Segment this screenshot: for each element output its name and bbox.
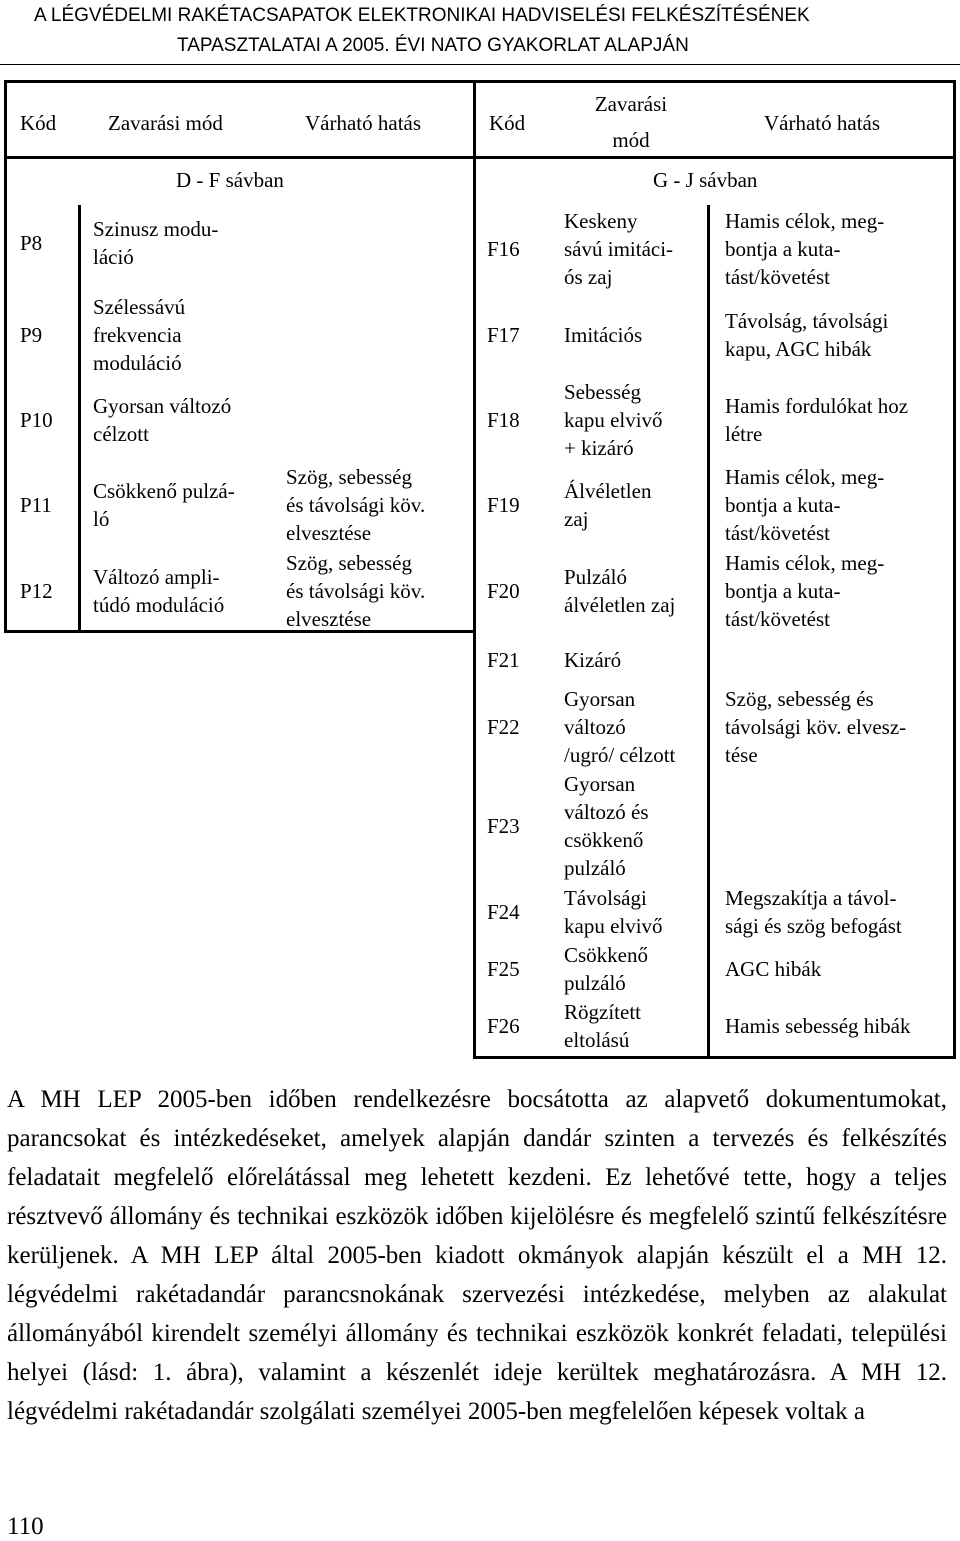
table-border-bottom-right <box>473 1056 956 1059</box>
row-code-right: F25 <box>487 957 520 981</box>
row-effect-right-line: Távolság, távolsági <box>725 309 889 333</box>
jamming-modes-table <box>0 80 960 1060</box>
row-mode-right-line: csökkenő <box>564 828 644 852</box>
row-mode-right-line: Távolsági <box>564 886 647 910</box>
row-code-right: F19 <box>487 493 520 517</box>
row-effect-right-line: sági és szög befogást <box>725 914 902 938</box>
row-mode-left-line: túdó moduláció <box>93 593 225 617</box>
row-mode-left-line: Csökkenő pulzá- <box>93 479 235 503</box>
row-code-right: F21 <box>487 648 520 672</box>
row-effect-left-line: és távolsági köv. <box>286 579 426 603</box>
row-mode-right-line: /ugró/ célzott <box>564 743 676 767</box>
table-divider-code-left <box>78 205 81 633</box>
row-effect-right-line: bontja a kuta- <box>725 237 841 261</box>
table-border-bottom-left <box>4 630 476 633</box>
row-mode-left-line: Szinusz modu- <box>93 217 219 241</box>
table-border-left <box>4 80 7 633</box>
running-header-line-1: A LÉGVÉDELMI RAKÉTACSAPATOK ELEKTRONIKAI HADVISELÉSI FELKÉSZÍTÉSÉNEK <box>34 5 810 26</box>
row-effect-left-line: elvesztése <box>286 521 372 545</box>
row-mode-right-line: + kizáró <box>564 436 634 460</box>
header-kod-right: Kód <box>489 111 526 135</box>
header-mode-right-line-1: Zavarási <box>594 92 668 116</box>
row-effect-right-line: bontja a kuta- <box>725 579 841 603</box>
row-mode-right-line: Sebesség <box>564 380 641 404</box>
row-effect-right-line: távolsági köv. elvesz- <box>725 715 907 739</box>
row-mode-left-line: ló <box>93 507 110 531</box>
row-effect-left-line: és távolsági köv. <box>286 493 426 517</box>
table-divider-mode-effect-right <box>707 205 710 1059</box>
row-effect-right-line: létre <box>725 422 763 446</box>
row-code-right: F22 <box>487 715 520 739</box>
row-code-left: P12 <box>20 579 53 603</box>
row-mode-left-line: moduláció <box>93 351 182 375</box>
row-code-right: F18 <box>487 408 520 432</box>
row-mode-right-line: Kizáró <box>564 648 622 672</box>
row-mode-right-line: változó <box>564 715 626 739</box>
header-mode-left: Zavarási mód <box>108 111 223 135</box>
row-mode-right-line: kapu elvivő <box>564 408 663 432</box>
running-header-line-2: TAPASZTALATAI A 2005. ÉVI NATO GYAKORLAT ALAPJÁN <box>177 35 689 56</box>
row-effect-left-line: Szög, sebesség <box>286 465 412 489</box>
row-mode-right-line: Csökkenő <box>564 943 648 967</box>
row-effect-right-line: tást/követést <box>725 265 830 289</box>
row-mode-right-line: kapu elvivő <box>564 914 663 938</box>
row-code-right: F17 <box>487 323 520 347</box>
header-mode-right-line-2: mód <box>612 128 650 152</box>
row-effect-right-line: bontja a kuta- <box>725 493 841 517</box>
row-mode-left-line: Változó ampli- <box>93 565 220 589</box>
band-label-g-j: G - J sávban <box>653 168 758 192</box>
row-effect-right-line: Hamis sebesség hibák <box>725 1014 911 1038</box>
header-kod-left: Kód <box>20 111 57 135</box>
row-mode-right-line: Imitációs <box>564 323 643 347</box>
row-mode-left-line: Gyorsan változó <box>93 394 232 418</box>
row-mode-right-line: eltolású <box>564 1028 630 1052</box>
row-effect-right-line: tást/követést <box>725 607 830 631</box>
row-effect-left-line: elvesztése <box>286 607 372 631</box>
row-code-right: F16 <box>487 237 520 261</box>
row-code-right: F26 <box>487 1014 520 1038</box>
row-code-left: P8 <box>20 231 43 255</box>
table-border-header-left <box>4 156 476 159</box>
row-effect-right-line: Hamis célok, meg- <box>725 551 885 575</box>
row-code-left: P10 <box>20 408 53 432</box>
row-mode-right-line: Gyorsan <box>564 687 636 711</box>
row-mode-right-line: Keskeny <box>564 209 638 233</box>
row-code-right: F20 <box>487 579 520 603</box>
row-mode-right-line: pulzáló <box>564 971 626 995</box>
row-mode-right-line: Pulzáló <box>564 565 627 589</box>
row-effect-right-line: tése <box>725 743 758 767</box>
row-effect-right-line: tást/követést <box>725 521 830 545</box>
row-code-right: F24 <box>487 900 520 924</box>
page-number: 110 <box>7 1513 44 1540</box>
row-mode-right-line: Gyorsan <box>564 772 636 796</box>
header-rule <box>0 64 960 65</box>
table-border-top-right <box>473 80 956 83</box>
table-border-right <box>953 80 956 1059</box>
body-paragraph: A MH LEP 2005-ben időben rendelkezésre bocsátotta az alapvető dokumentumokat, parancsokat és intézkedéseket, amelyek alapján dandár szinten a tervezés és felkészítés feladatait megfelelő előrelátással meg lehetett kezdeni. Ez lehetővé tette, hogy a teljes résztvevő állomány és technikai eszközök időben kijelölésre és megfelelő szintű felkészítésre kerüljenek. A MH LEP által 2005-ben kiadott okmányok alapján készült el a MH 12. légvédelmi rakétadandár parancsnokának szervezési intézkedése, melyben az alakulat állományából kirendelt személyi állomány és technikai eszközök konkrét feladati, települési helyei (lásd: 1. ábra), valamint a készenlét ideje kerültek meghatározásra. A MH 12. légvédelmi rakétadandár szolgálati személyei 2005-ben megfelelően képesek voltak a <box>7 1086 947 1425</box>
table-border-top-left <box>4 80 476 83</box>
row-effect-right-line: Hamis célok, meg- <box>725 465 885 489</box>
row-mode-left-line: láció <box>93 245 134 269</box>
row-mode-left-line: Szélessávú <box>93 295 186 319</box>
row-mode-right-line: pulzáló <box>564 856 626 880</box>
row-mode-right-line: Rögzített <box>564 1000 641 1024</box>
row-mode-right-line: Álvéletlen <box>564 479 652 503</box>
row-mode-right-line: sávú imitáci- <box>564 237 674 261</box>
band-label-d-f: D - F sávban <box>176 168 284 192</box>
row-code-left: P9 <box>20 323 43 347</box>
row-mode-right-line: álvéletlen zaj <box>564 593 676 617</box>
row-mode-right-line: zaj <box>564 507 589 531</box>
row-effect-left-line: Szög, sebesség <box>286 551 412 575</box>
row-effect-right-line: kapu, AGC hibák <box>725 337 872 361</box>
row-mode-right-line: ós zaj <box>564 265 613 289</box>
row-effect-right-line: Hamis célok, meg- <box>725 209 885 233</box>
row-mode-left-line: frekvencia <box>93 323 182 347</box>
row-effect-right-line: AGC hibák <box>725 957 822 981</box>
row-code-right: F23 <box>487 814 520 838</box>
header-effect-right: Várható hatás <box>764 111 881 135</box>
row-effect-right-line: Hamis fordulókat hoz <box>725 394 909 418</box>
row-mode-right-line: változó és <box>564 800 649 824</box>
row-effect-right-line: Szög, sebesség és <box>725 687 874 711</box>
row-effect-right-line: Megszakítja a távol- <box>725 886 897 910</box>
table-border-header-right <box>473 156 956 159</box>
row-code-left: P11 <box>20 493 52 517</box>
table-divider-middle <box>473 80 476 1059</box>
row-mode-left-line: célzott <box>93 422 149 446</box>
header-effect-left: Várható hatás <box>305 111 422 135</box>
